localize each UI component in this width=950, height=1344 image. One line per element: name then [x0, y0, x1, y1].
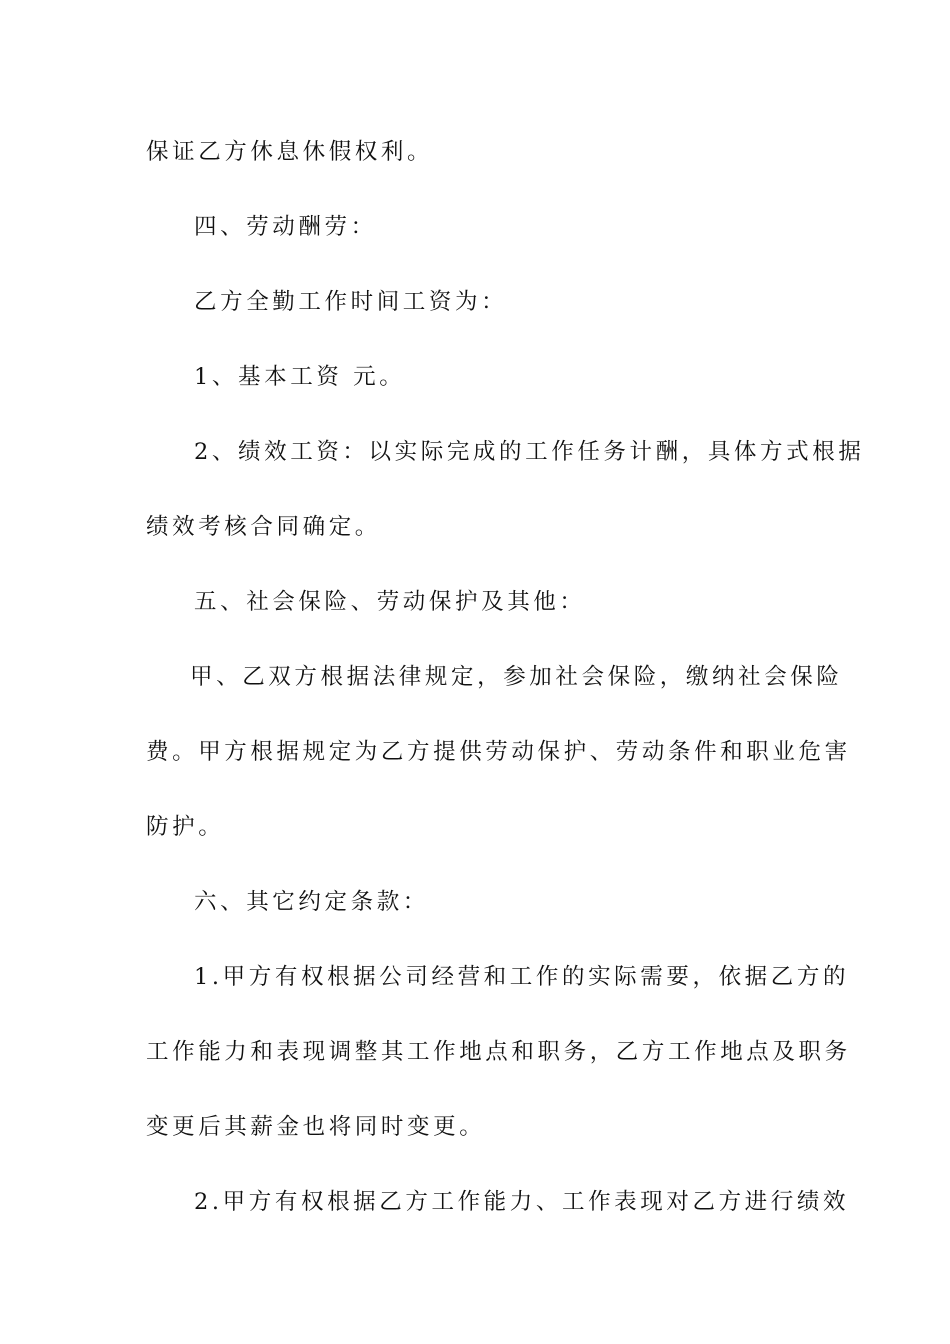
section-heading-6: 六、其它约定条款： — [194, 889, 429, 915]
paragraph-line: 费。甲方根据规定为乙方提供劳动保护、劳动条件和职业危害 — [146, 739, 851, 765]
section-heading-4: 四、劳动酬劳： — [194, 214, 377, 240]
paragraph-line: 变更后其薪金也将同时变更。 — [146, 1114, 486, 1140]
paragraph-line: 绩效考核合同确定。 — [146, 514, 381, 540]
paragraph-line: 2、绩效工资：以实际完成的工作任务计酬，具体方式根据 — [194, 439, 865, 465]
section-heading-5: 五、社会保险、劳动保护及其他： — [194, 589, 586, 615]
paragraph-line: 甲、乙双方根据法律规定，参加社会保险，缴纳社会保险 — [190, 664, 843, 690]
paragraph-line: 2.甲方有权根据乙方工作能力、工作表现对乙方进行绩效 — [194, 1189, 850, 1215]
paragraph-line: 1.甲方有权根据公司经营和工作的实际需要，依据乙方的 — [194, 964, 850, 990]
paragraph-line: 工作能力和表现调整其工作地点和职务，乙方工作地点及职务 — [146, 1039, 851, 1065]
paragraph-line: 1、基本工资 元。 — [194, 364, 406, 390]
paragraph-line: 乙方全勤工作时间工资为： — [194, 289, 508, 315]
paragraph-line: 防护。 — [146, 814, 225, 840]
paragraph-line: 保证乙方休息休假权利。 — [146, 139, 434, 165]
